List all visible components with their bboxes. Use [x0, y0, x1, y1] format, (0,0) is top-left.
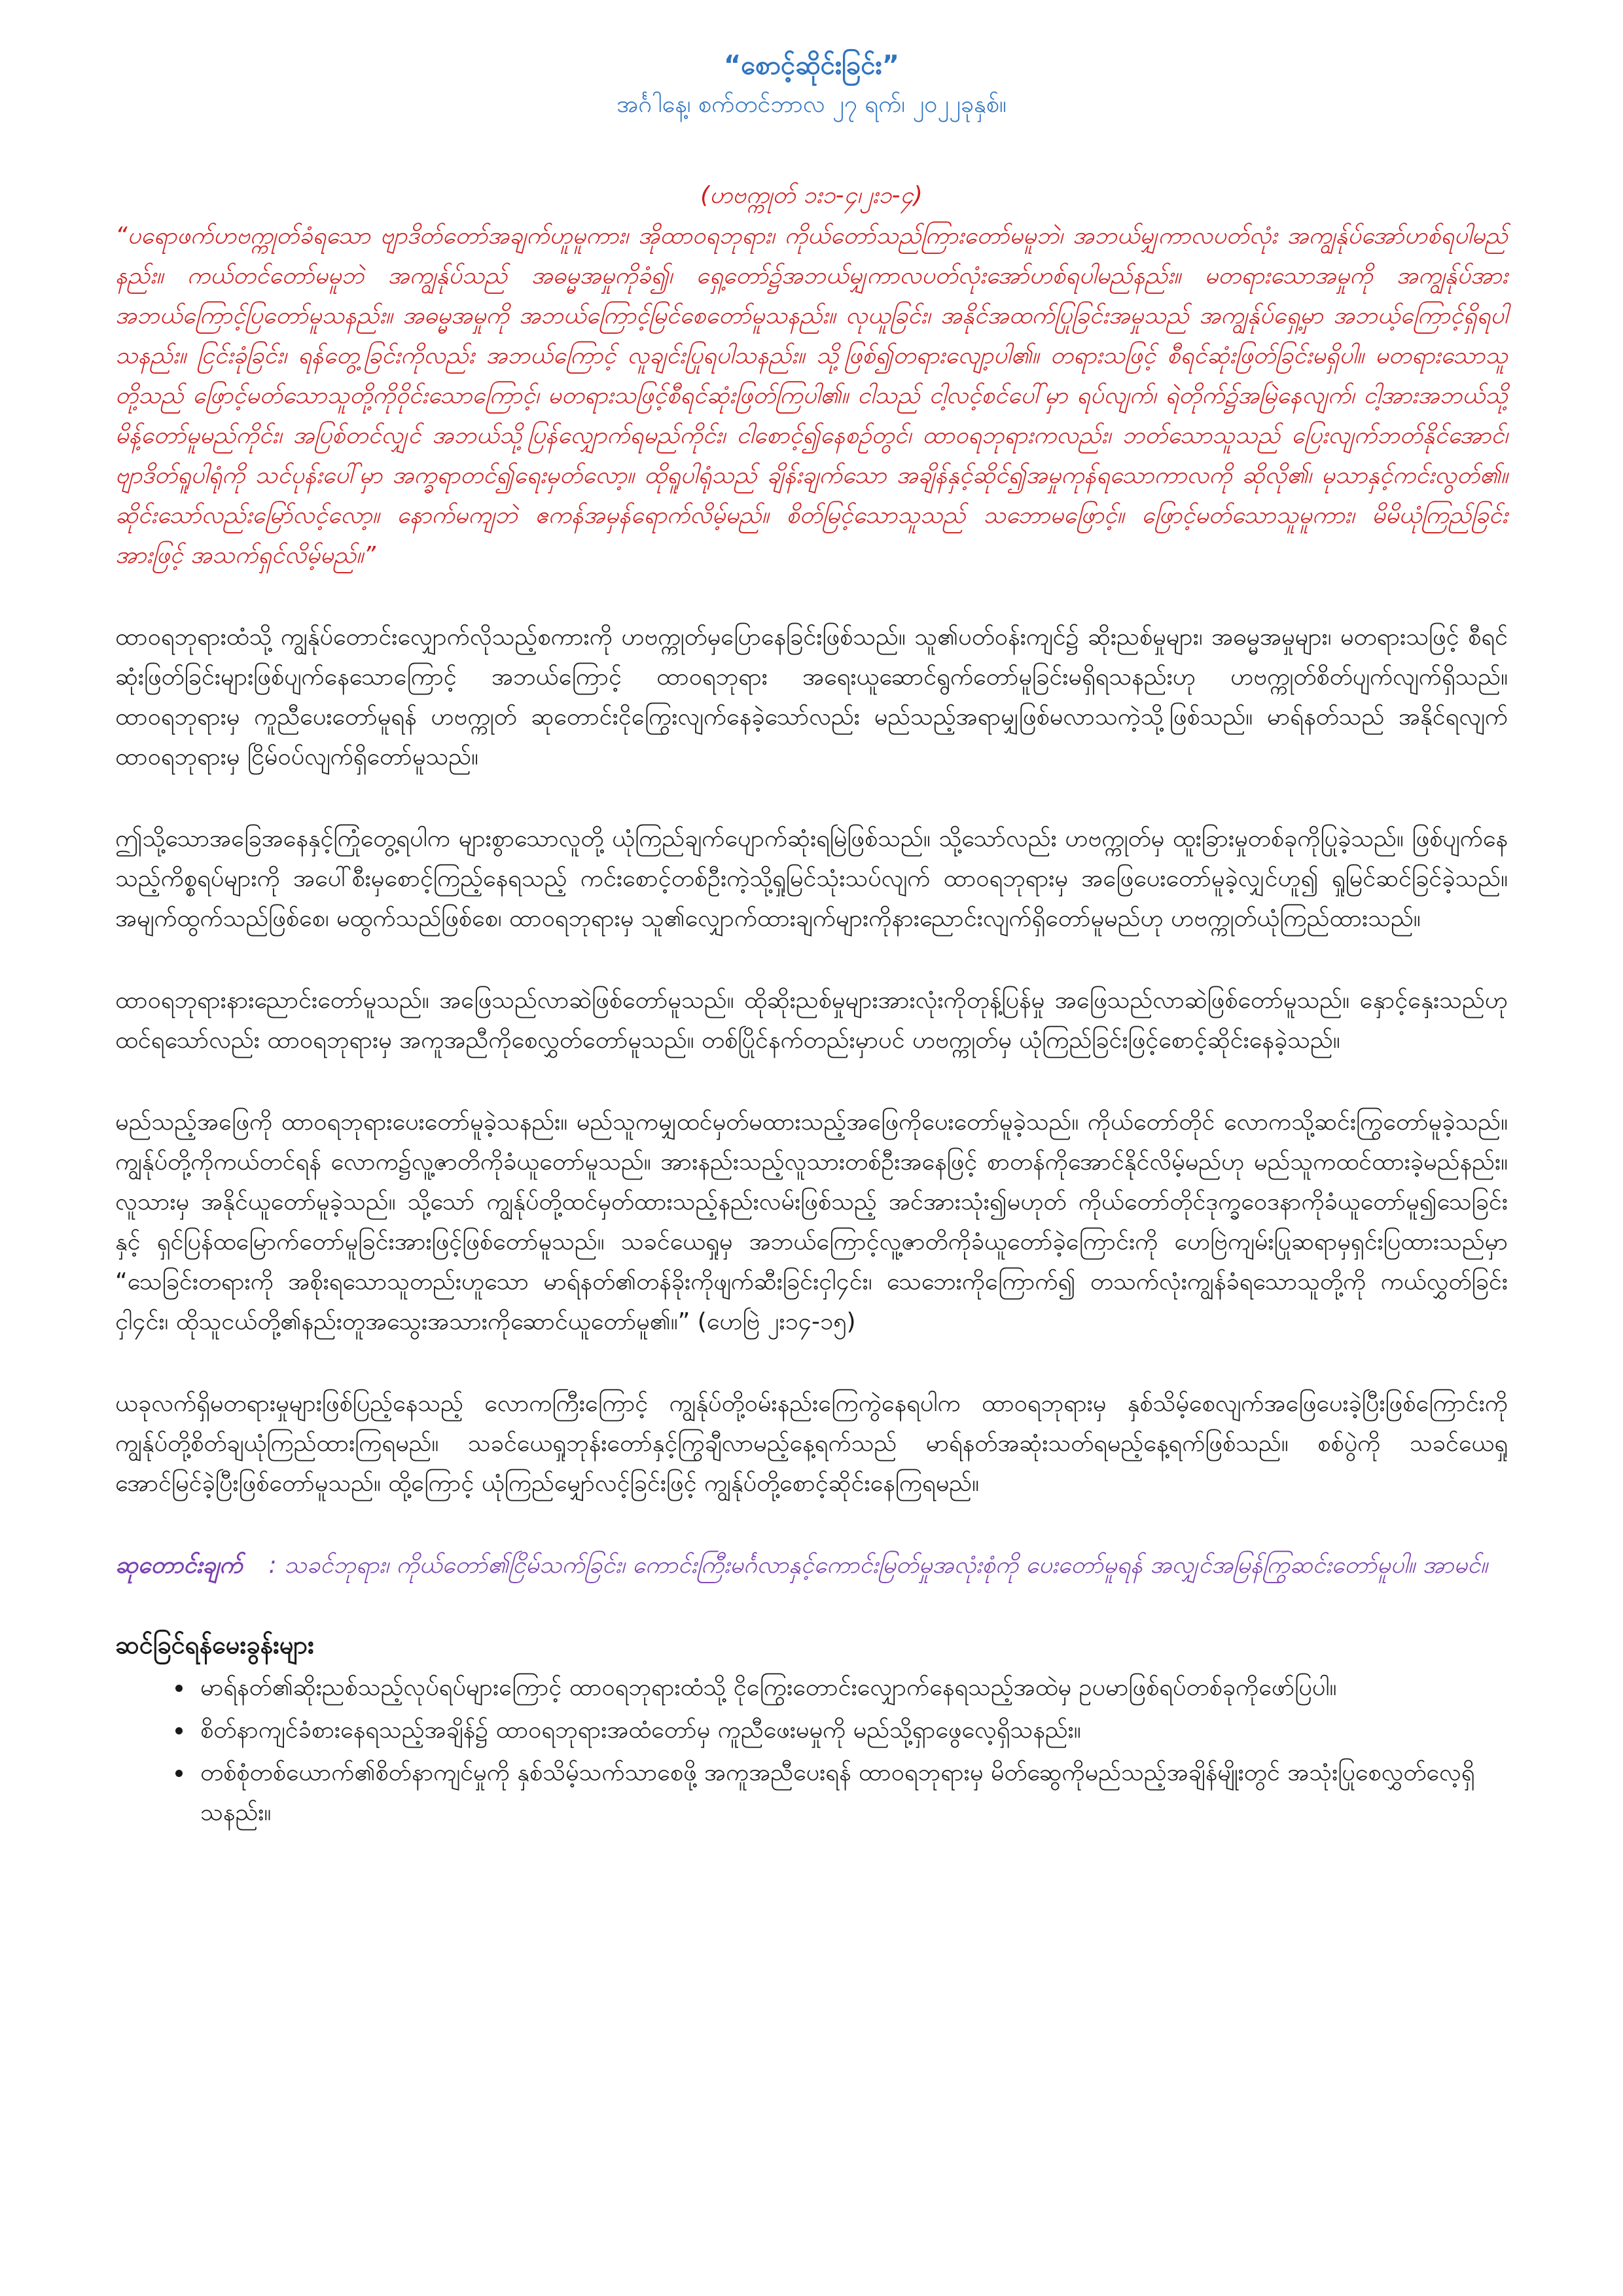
scripture-reference: (ဟဗက္ကုတ် ၁း၁-၄၊၂း၁-၄) — [700, 182, 923, 209]
scripture-text: “ပရောဖက်ဟဗက္ကုတ်ခံရသော ဗျာဒိတ်တော်အချက်ဟူမူကား၊ အိုထာဝရဘုရား၊ ကိုယ်တော်သည်ကြားတော်မမူဘဲ၊ အဘယ်မျှကာလပတ်လုံး အကျွန်ုပ်အော်ဟစ်ရပါမည်နည်း။ ကယ်တင်တော်မမူဘဲ အကျွန်ုပ်သည် အဓမ္မအမှုကိုခံ၍၊ ရှေ့တော်၌အဘယ်မျှကာလပတ်လုံးအော်ဟစ်ရပါမည်နည်း။ မတရားသောအမှုကို အကျွန်ုပ်အား အဘယ်ကြောင့်ပြတော်မူသနည်း။ အဓမ္မအမှုကို အဘယ်ကြောင့်မြင်စေတော်မူသနည်း။ လုယူခြင်း၊ အနိုင်အထက်ပြုခြင်းအမှုသည် အကျွန်ုပ်ရှေ့မှာ အဘယ့်ကြောင့်ရှိရပါသနည်း။ ငြင်းခုံခြင်း၊ ရန်တွေ့ခြင်းကိုလည်း အဘယ်ကြောင့် လူချင်းပြုရပါသနည်း။ သို့ဖြစ်၍တရားလျော့ပါ၏။ တရားသဖြင့် စီရင်ဆုံးဖြတ်ခြင်းမရှိပါ။ မတရားသောသူတို့သည် ဖြောင့်မတ်သောသူတို့ကိုဝိုင်းသောကြောင့်၊ မတရားသဖြင့်စီရင်ဆုံးဖြတ်ကြပါ၏။ ငါသည် ငါ့လင့်စင်ပေါ်မှာ ရပ်လျက်၊ ရဲတိုက်၌အမြဲနေလျက်၊ ငါ့အားအဘယ်သို့မိန့်တော်မူမည်ကိုင်း၊ အပြစ်တင်လျှင် အဘယ်သို့ပြန်လျှောက်ရမည်ကိုင်း၊ ငါစောင့်၍နေစဉ်တွင်၊ ထာဝရဘုရားကလည်း၊ ဘတ်သောသူသည် ပြေးလျက်ဘတ်နိုင်အောင်၊ ဗျာဒိတ်ရူပါရုံကို သင်ပုန်းပေါ်မှာ အက္ခရာတင်၍ရေးမှတ်လော့။ ထိုရူပါရုံသည် ချိန်းချက်သော အချိန်နှင့်ဆိုင်၍အမှုကုန်ရသောကာလကို ဆိုလို၏၊ မုသာနှင့်ကင်းလွတ်၏။ ဆိုင်းသော်လည်းမြော်လင့်လော့။ နောက်မကျဘဲ ဧကန်အမှန်ရောက်လိမ့်မည်။ စိတ်မြင့်သောသူသည် သဘောမဖြောင့်။ ဖြောင့်မတ်သောသူမူကား၊ မိမိယုံကြည်ခြင်းအားဖြင့် အသက်ရှင်လိမ့်မည်။” — [115, 223, 1508, 569]
body-paragraph-2: ဤသို့သောအခြေအနေနှင့်ကြုံတွေ့ရပါက များစွာသောလူတို့ ယုံကြည်ချက်ပျောက်ဆုံးရမြဲဖြစ်သည်။ သို့သော်လည်း ဟဗက္ကုတ်မှ ထူးခြားမှုတစ်ခုကိုပြုခဲ့သည်။ ဖြစ်ပျက်နေသည့်ကိစ္စရပ်များကို အပေါ်စီးမှစောင့်ကြည့်နေရသည့် ကင်းစောင့်တစ်ဦးကဲ့သို့ရှုမြင်သုံးသပ်လျက် ထာဝရဘုရားမှ အဖြေပေးတော်မူခဲ့လျှင်ဟူ၍ ရှုမြင်ဆင်ခြင်ခဲ့သည်။ အမျက်ထွက်သည်ဖြစ်စေ၊ မထွက်သည်ဖြစ်စေ၊ ထာဝရဘုရားမှ သူ၏လျှောက်ထားချက်များကိုနားညောင်းလျက်ရှိတော်မူမည်ဟု ဟဗက္ကုတ်ယုံကြည်ထားသည်။ — [115, 825, 1508, 932]
prayer-section — [115, 1545, 1508, 1585]
body-paragraph-3: ထာဝရဘုရားနားညောင်းတော်မူသည်။ အဖြေသည်လာဆဲဖြစ်တော်မူသည်။ ထိုဆိုးညစ်မှုများအားလုံးကိုတုန့်ပြန်မှု အဖြေသည်လာဆဲဖြစ်တော်မူသည်။ နှောင့်နှေးသည်ဟုထင်ရသော်လည်း ထာဝရဘုရားမှ အကူအညီကိုစေလွှတ်တော်မူသည်။ တစ်ပြိုင်နက်တည်းမှာပင် ဟဗက္ကုတ်မှ ယုံကြည်ခြင်းဖြင့်စောင့်ဆိုင်းနေခဲ့သည်။ — [115, 987, 1508, 1054]
question-item: • မာရ်နတ်၏ဆိုးညစ်သည့်လုပ်ရပ်များကြောင့် ထာဝရဘုရားထံသို့ ငိုကြွေးတောင်းလျှောက်နေရသည့်အထဲမှ ဥပမာဖြစ်ရပ်တစ်ခုကိုဖော်ပြပါ။ — [194, 1668, 1508, 1708]
body-paragraph-5: ယခုလက်ရှိမတရားမှုများဖြစ်ပြည့်နေသည့် လောကကြီးကြောင့် ကျွန်ုပ်တို့ဝမ်းနည်းကြေကွဲနေရပါက ထာဝရဘုရားမှ နှစ်သိမ့်စေလျက်အဖြေပေးခဲ့ပြီးဖြစ်ကြောင်းကို ကျွန်ုပ်တို့စိတ်ချယုံကြည်ထားကြရမည်။ သခင်ယေရှုဘုန်းတော်နှင့်ကြွချီလာမည့်နေ့ရက်သည် မာရ်နတ်အဆုံးသတ်ရမည့်နေ့ရက်ဖြစ်သည်။ စစ်ပွဲကို သခင်ယေရှုအောင်မြင်ခဲ့ပြီးဖြစ်တော်မူသည်။ ထို့ကြောင့် ယုံကြည်မျှော်လင့်ခြင်းဖြင့် ကျွန်ုပ်တို့စောင့်ဆိုင်းနေကြရမည်။ — [115, 1390, 1508, 1497]
questions-title: ဆင်ခြင်ရန်မေးခွန်းများ — [115, 1630, 314, 1659]
body-paragraph-1: ထာဝရဘုရားထံသို့ ကျွန်ုပ်တောင်းလျှောက်လိုသည့်စကားကို ဟဗက္ကုတ်မှပြောနေခြင်းဖြစ်သည်။ သူ၏ပတ်ဝန်းကျင်၌ ဆိုးညစ်မှုများ၊ အဓမ္မအမှုများ၊ မတရားသဖြင့် စီရင်ဆုံးဖြတ်ခြင်းများဖြစ်ပျက်နေသောကြောင့် အဘယ်ကြောင့် ထာဝရဘုရား အရေးယူဆောင်ရွက်တော်မူခြင်းမရှိရသနည်းဟု ဟဗက္ကုတ်စိတ်ပျက်လျက်ရှိသည်။ ထာဝရဘုရားမှ ကူညီပေးတော်မူရန် ဟဗက္ကုတ် ဆုတောင်းငိုကြွေးလျက်နေခဲ့သော်လည်း မည်သည့်အရာမျှဖြစ်မလာသကဲ့သို့ဖြစ်သည်။ မာရ်နတ်သည် အနိုင်ရလျက် ထာဝရဘုရားမှ ငြိမ်ဝပ်လျက်ရှိတော်မူသည်။ — [115, 624, 1508, 770]
question-item: • စိတ်နာကျင်ခံစားနေရသည့်အချိန်၌ ထာဝရဘုရားအထံတော်မှ ကူညီဖေးမမှုကို မည်သို့ရှာဖွေလေ့ရှိသနည်း။ — [194, 1710, 1508, 1750]
prayer-label: ဆုတောင်းချက် — [115, 1552, 243, 1579]
question-item: • တစ်စုံတစ်ယောက်၏စိတ်နာကျင်မှုကို နှစ်သိမ့်သက်သာစေဖို့ အကူအညီပေးရန် ထာဝရဘုရားမှ မိတ်ဆွေကိုမည်သည့်အချိန်မျိုးတွင် အသုံးပြုစေလွှတ်လေ့ရှိသနည်း။ — [194, 1753, 1508, 1833]
questions-list — [115, 1668, 1508, 1833]
page-title: “စောင့်ဆိုင်းခြင်း” — [723, 50, 899, 81]
page-date: အင်္ဂါနေ့၊ စက်တင်ဘာလ ၂၇ ရက်၊ ၂၀၂၂ခုနှစ်။ — [616, 91, 1007, 118]
prayer-text: : သခင်ဘုရား၊ ကိုယ်တော်၏ငြိမ်သက်ခြင်း၊ ကောင်းကြီးမင်္ဂလာနှင့်ကောင်းမြတ်မှုအလုံးစုံကို ပေးတော်မူရန် အလျှင်အမြန်ကြွဆင်းတော်မူပါ။ အာမင်။ — [268, 1552, 1488, 1579]
body-paragraph-4: မည်သည့်အဖြေကို ထာဝရဘုရားပေးတော်မူခဲ့သနည်း။ မည်သူကမျှထင်မှတ်မထားသည့်အဖြေကိုပေးတော်မူခဲ့သည်။ ကိုယ်တော်တိုင် လောကသို့ဆင်းကြွတော်မူခဲ့သည်။ ကျွန်ုပ်တို့ကိုကယ်တင်ရန် လောက၌လူ့ဇာတိကိုခံယူတော်မူသည်။ အားနည်းသည့်လူသားတစ်ဦးအနေဖြင့် စာတန်ကိုအောင်နိုင်လိမ့်မည်ဟု မည်သူကထင်ထားခဲ့မည်နည်း။ လူသားမှ အနိုင်ယူတော်မူခဲ့သည်။ သို့သော် ကျွန်ုပ်တို့ထင်မှတ်ထားသည့်နည်းလမ်းဖြစ်သည့် အင်အားသုံး၍မဟုတ် ကိုယ်တော်တိုင်ဒုက္ခဝေဒနာကိုခံယူတော်မူ၍သေခြင်းနှင့် ရှင်ပြန်ထမြောက်တော်မူခြင်းအားဖြင့်ဖြစ်တော်မူသည်။ သခင်ယေရှုမှ အဘယ်ကြောင့်လူ့ဇာတိကိုခံယူတော်ခဲ့ကြောင်းကို ဟေဗြဲကျမ်းပြုဆရာမှရှင်းပြထားသည်မှာ “သေခြင်းတရားကို အစိုးရသောသူတည်းဟူသော မာရ်နတ်၏တန်ခိုးကိုဖျက်ဆီးခြင်းငှါ၄င်း၊ သေဘေးကိုကြောက်၍ တသက်လုံးကျွန်ခံရသောသူတို့ကို ကယ်လွှတ်ခြင်းငှါ၄င်း၊ ထိုသူငယ်တို့၏နည်းတူအသွေးအသားကိုဆောင်ယူတော်မူ၏။” (ဟေဗြဲ ၂း၁၄-၁၅) — [115, 1109, 1508, 1335]
